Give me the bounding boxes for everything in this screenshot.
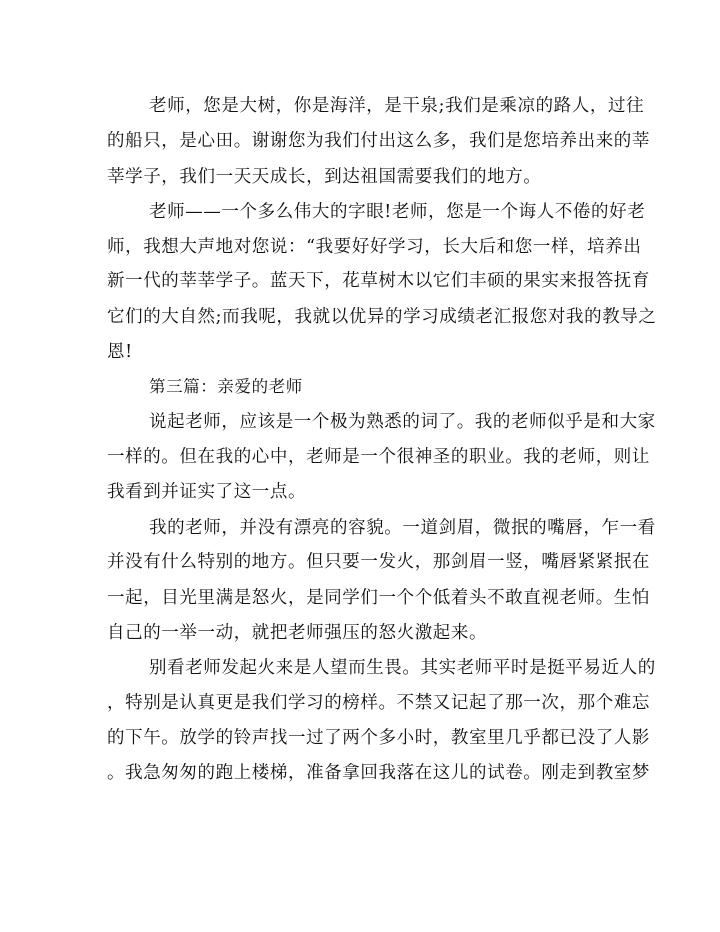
- paragraph-2-line-4: 它们的大自然;而我呢，我就以优异的学习成绩老汇报您对我的教导之: [107, 307, 657, 327]
- paragraph-2-line-1: 老师——一个多么伟大的字眼!老师，您是一个诲人不倦的好老: [149, 202, 646, 222]
- paragraph-3-line-2: 一样的。但在我的心中，老师是一个很神圣的职业。我的老师，则让: [107, 447, 650, 467]
- paragraph-3-line-1: 说起老师，应该是一个极为熟悉的词了。我的老师似乎是和大家: [149, 412, 656, 432]
- paragraph-4-line-2: 并没有什么特别的地方。但只要一发火，那剑眉一竖，嘴唇紧紧抿在: [107, 552, 650, 572]
- paragraph-5-line-4: 。我急匆匆的跑上楼梯，准备拿回我落在这儿的试卷。刚走到教室梦: [107, 763, 650, 783]
- paragraph-1-line-3: 莘学子，我们一天天成长，到达祖国需要我们的地方。: [107, 167, 542, 187]
- paragraph-2-line-3: 新一代的莘莘学子。蓝天下，花草树木以它们丰硕的果实来报答抚育: [107, 271, 650, 291]
- paragraph-2-line-2: 师，我想大声地对您说：“我要好好学习，长大后和您一样，培养出: [107, 237, 642, 257]
- paragraph-5-line-2: ，特别是认真更是我们学习的榜样。不禁又记起了那一次，那个难忘: [107, 693, 650, 713]
- paragraph-5-line-3: 的下午。放学的铃声找一过了两个多小时，教室里几乎都已没了人影: [107, 728, 650, 748]
- paragraph-1-line-1: 老师，您是大树，你是海洋，是干泉;我们是乘凉的路人，过往: [149, 96, 645, 116]
- paragraph-3-line-3: 我看到并证实了这一点。: [107, 482, 307, 502]
- paragraph-4-line-1: 我的老师，并没有漂亮的容貌。一道剑眉，微抿的嘴唇，乍一看: [149, 518, 656, 538]
- paragraph-2-line-5: 恩!: [107, 342, 133, 362]
- section-heading: 第三篇：亲爱的老师: [149, 377, 303, 396]
- paragraph-5-line-1: 别看老师发起火来是人望而生畏。其实老师平时是挺平易近人的: [149, 658, 656, 678]
- paragraph-1-line-2: 的船只，是心田。谢谢您为我们付出这么多，我们是您培养出来的莘: [107, 131, 650, 151]
- paragraph-4-line-3: 一起，目光里满是怒火，是同学们一个个低着头不敢直视老师。生怕: [107, 588, 650, 608]
- paragraph-4-line-4: 自己的一举一动，就把老师强压的怒火激起来。: [107, 623, 488, 643]
